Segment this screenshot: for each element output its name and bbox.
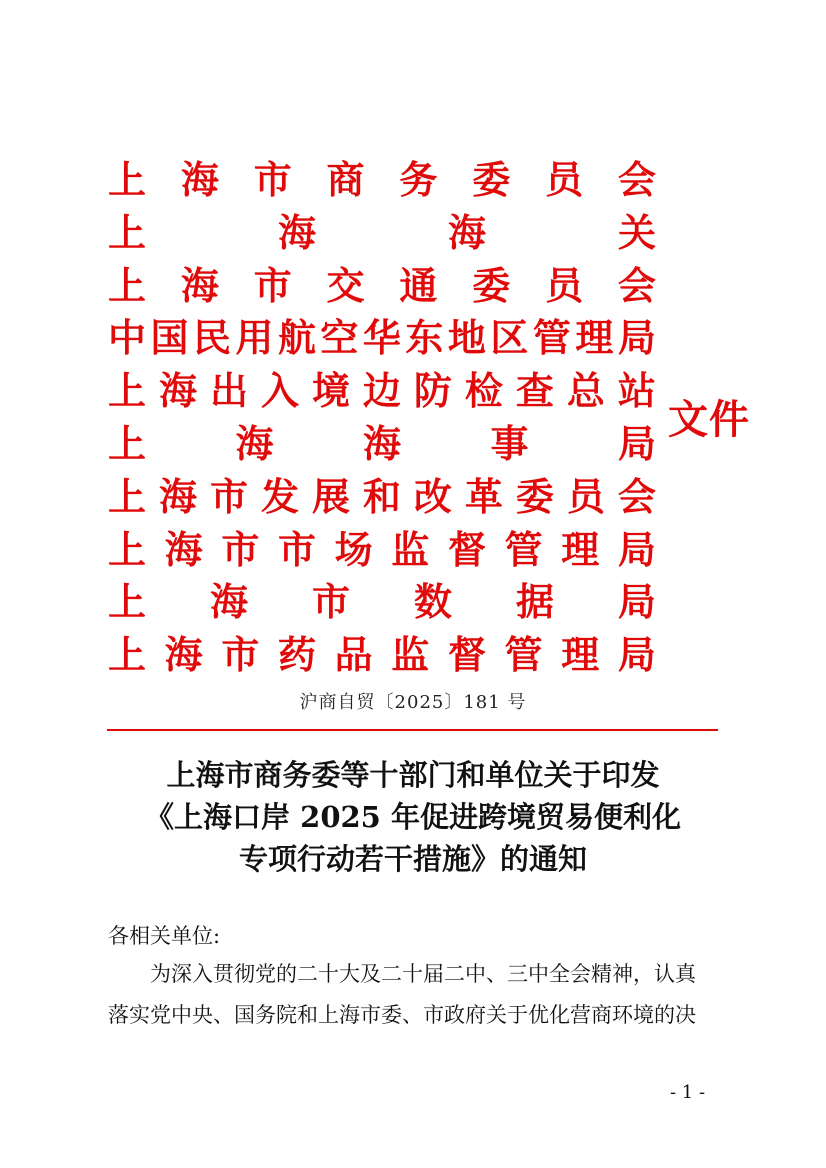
issuer-char: 中 (108, 315, 147, 361)
issuer-char: 海 (180, 262, 219, 308)
issuer-char: 管 (532, 315, 571, 361)
issuer-char: 会 (617, 473, 656, 519)
issuer-char: 总 (566, 368, 605, 414)
issuer-char: 关 (617, 209, 656, 255)
issuer-row (108, 418, 656, 471)
issuer-char: 管 (504, 526, 543, 572)
body-line-2: 落实党中央、国务院和上海市委、市政府关于优化营商环境的决 (108, 1003, 696, 1027)
issuer-char: 据 (515, 579, 554, 625)
issuer-char: 上 (108, 632, 147, 678)
issuer-char: 局 (617, 632, 656, 678)
issuer-char: 防 (413, 368, 452, 414)
issuer-char: 海 (362, 420, 401, 466)
issuer-char: 药 (277, 632, 316, 678)
issuer-char: 地 (447, 315, 486, 361)
issuer-char: 上 (108, 262, 147, 308)
addressee: 各相关单位: (108, 924, 221, 948)
issuer-block (108, 154, 656, 682)
issuer-char: 员 (545, 262, 584, 308)
issuer-char: 管 (504, 632, 543, 678)
issuer-char: 市 (253, 262, 292, 308)
issuer-char: 海 (164, 526, 203, 572)
issuer-char: 场 (334, 526, 373, 572)
issuer-char: 通 (399, 262, 438, 308)
title-line-3: 专项行动若干措施》的通知 (238, 842, 587, 876)
issuer-char: 市 (221, 632, 260, 678)
issuer-char: 航 (277, 315, 316, 361)
issuer-char: 务 (399, 157, 438, 202)
issuer-char: 华 (362, 315, 401, 361)
issuer-char: 局 (617, 579, 656, 625)
issuer-char: 市 (277, 526, 316, 572)
issuer-char: 上 (108, 420, 147, 466)
issuer-char: 理 (561, 632, 600, 678)
issuer-char: 监 (391, 526, 430, 572)
issuer-char: 海 (277, 209, 316, 255)
issuer-char: 市 (311, 579, 350, 625)
issuer-char: 上 (108, 473, 147, 519)
issuer-char: 员 (566, 473, 605, 519)
issuer-char: 国 (150, 315, 189, 361)
issuer-row (108, 207, 656, 260)
issuer-char: 交 (326, 262, 365, 308)
issuer-char: 局 (617, 526, 656, 572)
issuer-char: 民 (192, 315, 231, 361)
issuer-row (108, 576, 656, 629)
issuer-char: 市 (253, 157, 292, 202)
issuer-row (108, 312, 656, 365)
issuer-char: 数 (413, 579, 452, 625)
red-divider-line (107, 729, 718, 731)
issuer-char: 展 (311, 473, 350, 519)
issuer-char: 海 (235, 420, 274, 466)
issuer-char: 上 (108, 209, 147, 255)
issuer-char: 员 (545, 157, 584, 202)
issuer-char: 空 (320, 315, 359, 361)
document-title (0, 754, 826, 880)
document-label: 文件 (668, 396, 750, 443)
issuer-char: 入 (260, 368, 299, 414)
issuer-char: 海 (164, 632, 203, 678)
issuer-char: 用 (235, 315, 274, 361)
issuer-char: 理 (575, 315, 614, 361)
issuer-char: 市 (209, 473, 248, 519)
issuer-char: 海 (209, 579, 248, 625)
issuer-char: 检 (464, 368, 503, 414)
issuer-row (108, 629, 656, 682)
issuer-char: 商 (326, 157, 365, 202)
issuer-row (108, 471, 656, 524)
issuer-char: 查 (515, 368, 554, 414)
issuer-char: 改 (413, 473, 452, 519)
issuer-row (108, 260, 656, 313)
issuer-char: 海 (158, 368, 197, 414)
issuer-char: 委 (515, 473, 554, 519)
issuer-char: 发 (260, 473, 299, 519)
issuer-row (108, 154, 656, 207)
issuer-char: 委 (472, 157, 511, 202)
issuer-row (108, 365, 656, 418)
document-number: 沪商自贸〔2025〕181 号 (299, 692, 527, 713)
issuer-char: 边 (362, 368, 401, 414)
issuer-char: 会 (617, 157, 656, 202)
issuer-char: 和 (362, 473, 401, 519)
issuer-char: 监 (391, 632, 430, 678)
issuer-char: 督 (447, 526, 486, 572)
issuer-char: 海 (180, 157, 219, 202)
issuer-char: 局 (617, 315, 656, 361)
issuer-char: 站 (617, 368, 656, 414)
issuer-char: 海 (158, 473, 197, 519)
issuer-char: 会 (617, 262, 656, 308)
issuer-char: 上 (108, 526, 147, 572)
issuer-char: 市 (221, 526, 260, 572)
issuer-char: 东 (405, 315, 444, 361)
issuer-char: 区 (490, 315, 529, 361)
title-line-1: 上海市商务委等十部门和单位关于印发 (166, 758, 660, 792)
issuer-char: 上 (108, 579, 147, 625)
issuer-char: 委 (472, 262, 511, 308)
issuer-char: 革 (464, 473, 503, 519)
issuer-char: 上 (108, 157, 147, 202)
issuer-char: 局 (617, 420, 656, 466)
issuer-char: 境 (311, 368, 350, 414)
issuer-char: 督 (447, 632, 486, 678)
page-number: - 1 - (670, 1082, 706, 1103)
issuer-char: 海 (447, 209, 486, 255)
title-line-2: 《上海口岸 2025 年促进跨境贸易便利化 (145, 800, 681, 834)
issuer-row (108, 524, 656, 577)
issuer-char: 品 (334, 632, 373, 678)
issuer-char: 理 (561, 526, 600, 572)
body-line-1: 为深入贯彻党的二十大及二十届二中、三中全会精神，认真 (150, 962, 696, 986)
body-text (108, 954, 722, 1036)
issuer-char: 上 (108, 368, 147, 414)
issuer-char: 事 (490, 420, 529, 466)
issuer-char: 出 (209, 368, 248, 414)
